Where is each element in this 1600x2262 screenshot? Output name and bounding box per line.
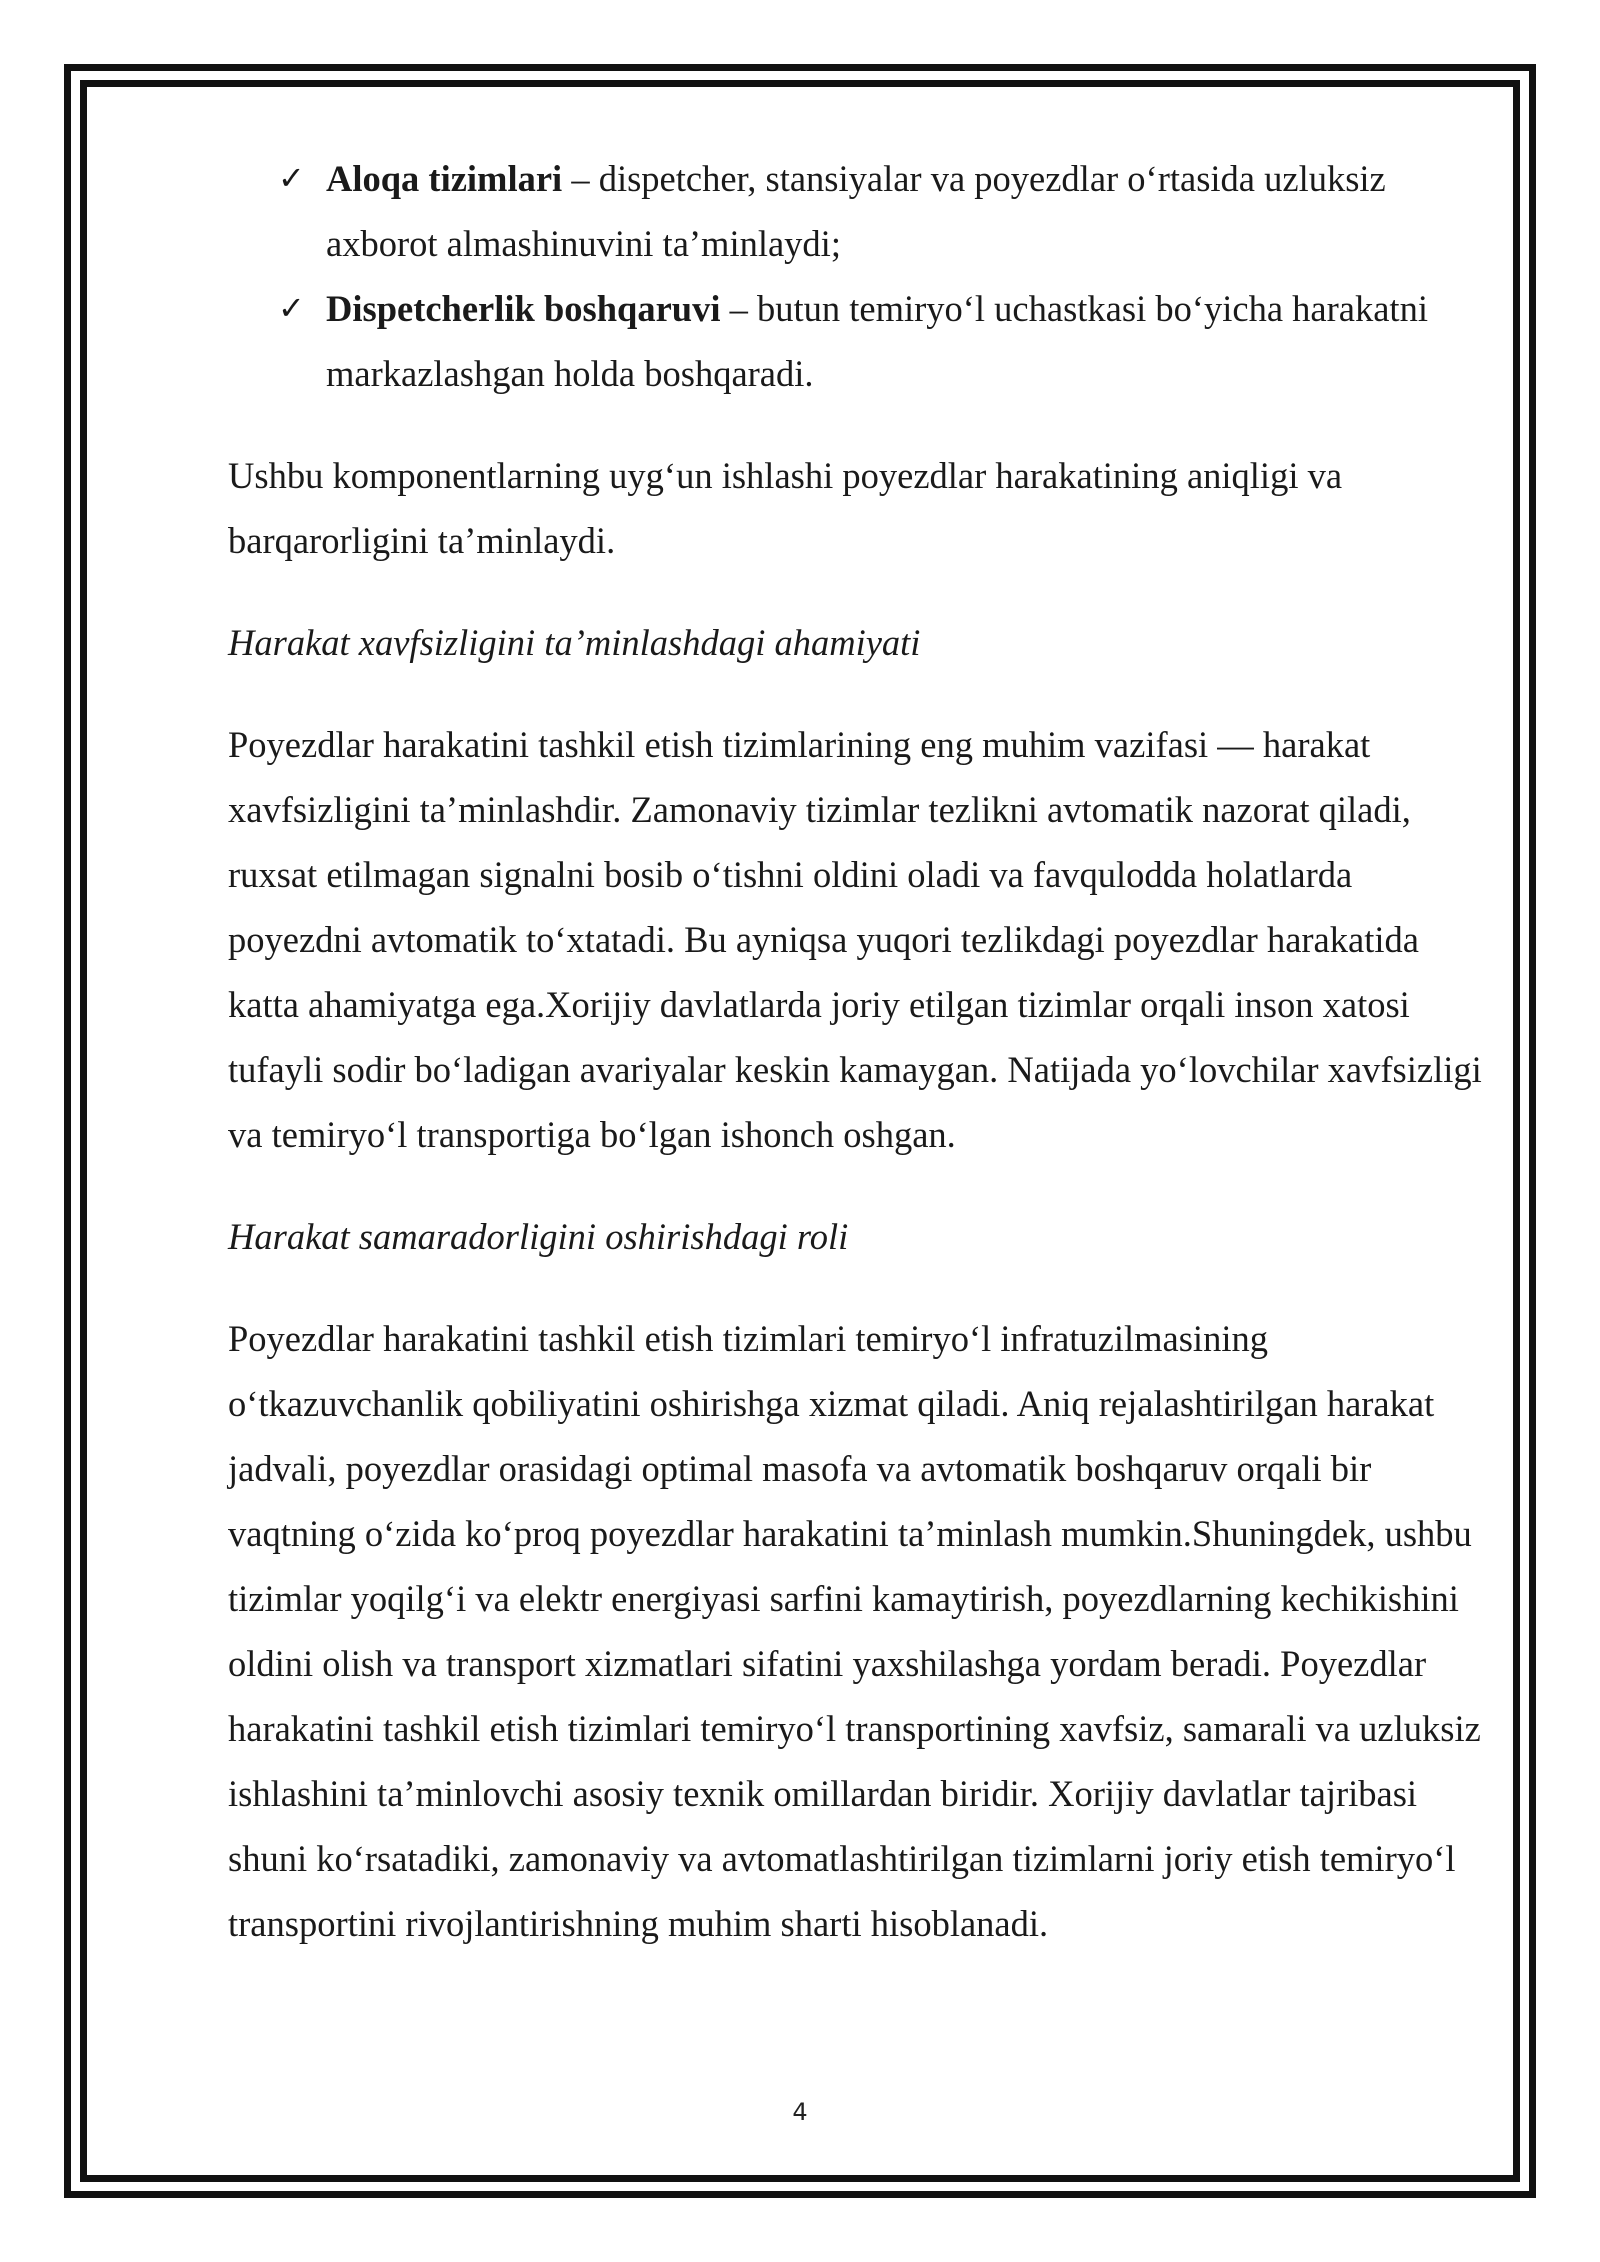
checkmark-icon: ✓	[278, 159, 305, 197]
section-heading: Harakat xavfsizligini ta’minlashdagi ahamiyati	[228, 622, 921, 663]
section-heading: Harakat samaradorligini oshirishdagi roli	[228, 1216, 849, 1257]
bullet-item	[228, 276, 1490, 406]
bullet-item	[228, 146, 1490, 276]
bullet-title: Aloqa tizimlari	[326, 158, 563, 199]
bullet-title: Dispetcherlik boshqaruvi	[326, 288, 721, 329]
paragraph: Ushbu komponentlarning uygʻun ishlashi poyezdlar harakatining aniqligi va barqarorligini ta’minlaydi.	[228, 455, 1343, 561]
page-content	[228, 146, 1490, 1956]
paragraph: Poyezdlar harakatini tashkil etish tizimlari temiryoʻl infratuzilmasining oʻtkazuvchanlik qobiliyatini oshirishga xizmat qiladi. Aniq rejalashtirilgan harakat jadvali, poyezdlar orasidagi optimal masofa va avtomatik boshqaruv orqali bir vaqtning oʻzida koʻproq poyezdlar harakatini ta’minlash mumkin.Shuningdek, ushbu tizimlar yoqilgʻi va elektr energiyasi sarfini kamaytirish, poyezdlarning kechikishini oldini olish va transport xizmatlari sifatini yaxshilashga yordam beradi. Poyezdlar harakatini tashkil etish tizimlari temiryoʻl transportining xavfsiz, samarali va uzluksiz ishlashini ta’minlovchi asosiy texnik omillardan biridir. Xorijiy davlatlar tajribasi shuni koʻrsatadiki, zamonaviy va avtomatlashtirilgan tizimlarni joriy etish temiryoʻl transportini rivojlantirishning muhim sharti hisoblanadi.	[228, 1318, 1481, 1944]
bullet-text: – dispetcher, stansiyalar va poyezdlar oʻrtasida uzluksiz axborot almashinuvini ta’minlaydi;	[326, 158, 1386, 264]
bullet-text: – butun temiryoʻl uchastkasi boʻyicha harakatni markazlashgan holda boshqaradi.	[326, 288, 1428, 394]
paragraph: Poyezdlar harakatini tashkil etish tizimlarining eng muhim vazifasi — harakat xavfsizligini ta’minlashdir. Zamonaviy tizimlar tezlikni avtomatik nazorat qiladi, ruxsat etilmagan signalni bosib oʻtishni oldini oladi va favqulodda holatlarda poyezdni avtomatik toʻxtatadi. Bu ayniqsa yuqori tezlikdagi poyezdlar harakatida katta ahamiyatga ega.Xorijiy davlatlarda joriy etilgan tizimlar orqali inson xatosi tufayli sodir boʻladigan avariyalar keskin kamaygan. Natijada yoʻlovchilar xavfsizligi va temiryoʻl transportiga boʻlgan ishonch oshgan.	[228, 724, 1482, 1155]
page-number: 4	[792, 2098, 808, 2126]
checkmark-icon: ✓	[278, 289, 305, 327]
